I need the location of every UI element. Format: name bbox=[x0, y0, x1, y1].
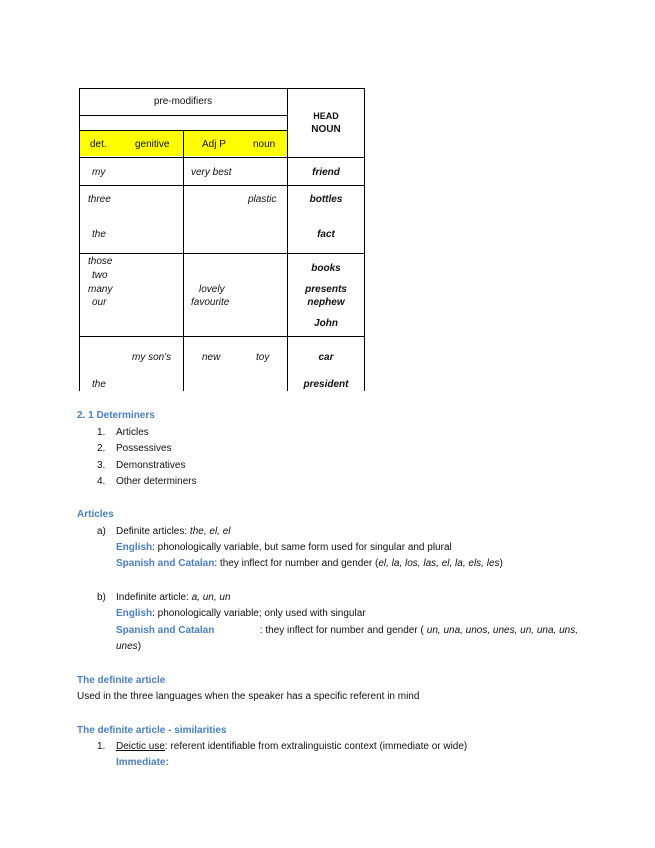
indefinite-article-text: Indefinite article: bbox=[116, 592, 192, 603]
table-left-border bbox=[79, 88, 80, 391]
indefinite-sc-line bbox=[116, 625, 578, 636]
r4-adj2: favourite bbox=[191, 297, 230, 308]
list-num-1: 1. bbox=[97, 427, 106, 438]
r6-head: president bbox=[303, 379, 349, 390]
adjp-left-border bbox=[183, 130, 184, 391]
table-top-border bbox=[79, 88, 365, 89]
r6-det: the bbox=[92, 379, 106, 390]
similarities-heading: The definite article - similarities bbox=[77, 725, 227, 736]
r4-head4: John bbox=[314, 318, 338, 329]
articles-heading: Articles bbox=[77, 509, 114, 520]
definite-sc-text: : they inflect for number and gender ( bbox=[214, 558, 379, 569]
r1-det: my bbox=[92, 167, 106, 178]
r5-adjp: new bbox=[202, 352, 221, 363]
definite-article-text: Used in the three languages when the speaker has a specific referent in mind bbox=[77, 691, 420, 702]
indefinite-sc-line-2 bbox=[116, 641, 141, 652]
noun-label: NOUN bbox=[311, 124, 341, 135]
r5-head: car bbox=[318, 352, 334, 363]
similarities-num-1: 1. bbox=[97, 741, 106, 752]
definite-sc-label: Spanish and Catalan bbox=[116, 558, 215, 569]
premodifier-table bbox=[79, 88, 365, 391]
r1-adjp: very best bbox=[191, 167, 232, 178]
list-item-demonstratives: Demonstratives bbox=[116, 460, 186, 471]
r4-head1: books bbox=[311, 263, 341, 274]
list-item-other: Other determiners bbox=[116, 476, 197, 487]
definite-english-line bbox=[116, 542, 452, 553]
indefinite-sc-label: Spanish and Catalan bbox=[116, 625, 215, 636]
deictic-use-line bbox=[116, 741, 467, 752]
definite-english-text: : phonologically variable, but same form used for singular and plural bbox=[152, 542, 452, 553]
col-adjp-label: Adj P bbox=[202, 139, 226, 150]
r4-head2: presents bbox=[305, 284, 347, 295]
deictic-use-label: Deictic use bbox=[116, 741, 165, 752]
r3-head: fact bbox=[317, 229, 335, 240]
indefinite-article-forms: a, un, un bbox=[191, 592, 231, 603]
premodifiers-label: pre-modifiers bbox=[153, 96, 213, 107]
definite-articles-line bbox=[116, 526, 231, 537]
indefinite-english-label: English bbox=[116, 608, 153, 619]
head-label: HEAD bbox=[313, 111, 339, 121]
definite-sc-forms: el, la, los, las, el, la, els, les bbox=[378, 558, 500, 569]
list-num-4: 4. bbox=[97, 476, 106, 487]
marker-a: a) bbox=[97, 526, 106, 537]
premod-divider bbox=[79, 115, 288, 116]
definite-sc-line bbox=[116, 558, 503, 569]
indefinite-sc-text: : they inflect for number and gender ( bbox=[259, 625, 424, 636]
list-item-articles: Articles bbox=[116, 427, 149, 438]
col-noun-label: noun bbox=[253, 139, 276, 150]
definite-articles-text: Definite articles: bbox=[116, 526, 190, 537]
list-num-2: 2. bbox=[97, 443, 106, 454]
definite-english-label: English bbox=[116, 542, 153, 553]
row3-bottom-border bbox=[79, 253, 365, 254]
row4-bottom-border bbox=[79, 336, 365, 337]
r2-head: bottles bbox=[309, 194, 343, 205]
list-item-possessives: Possessives bbox=[116, 443, 172, 454]
definite-article-heading: The definite article bbox=[77, 675, 166, 686]
marker-b: b) bbox=[97, 592, 106, 603]
r3-det: the bbox=[92, 229, 106, 240]
r4-adj1: lovely bbox=[199, 284, 225, 295]
r4-det2: two bbox=[92, 270, 108, 281]
r4-det3: many bbox=[88, 284, 113, 295]
col-det-label: det. bbox=[90, 139, 107, 150]
row1-bottom-border bbox=[79, 185, 365, 186]
indefinite-sc-forms-2: unes bbox=[116, 641, 138, 652]
indefinite-sc-forms-1: un, una, unos, unes, un, una, uns, bbox=[426, 625, 578, 636]
r5-genitive: my son's bbox=[132, 352, 172, 363]
indefinite-english-text: : phonologically variable; only used with singular bbox=[152, 608, 366, 619]
r5-noun: toy bbox=[256, 352, 270, 363]
list-num-3: 3. bbox=[97, 460, 106, 471]
determiners-heading: 2. 1 Determiners bbox=[77, 410, 155, 421]
r4-det1: those bbox=[88, 256, 113, 267]
col-genitive-label: genitive bbox=[135, 139, 170, 150]
immediate-label: Immediate: bbox=[116, 757, 169, 768]
definite-articles-forms: the, el, el bbox=[189, 526, 231, 537]
indefinite-article-line bbox=[116, 592, 231, 603]
r2-noun: plastic bbox=[248, 194, 277, 205]
r4-det4: our bbox=[92, 297, 107, 308]
r4-head3: nephew bbox=[307, 297, 345, 308]
header-bottom-border bbox=[79, 157, 365, 158]
indefinite-english-line bbox=[116, 608, 366, 619]
deictic-use-text: : referent identifiable from extralinguistic context (immediate or wide) bbox=[164, 741, 468, 752]
indefinite-sc-close: ) bbox=[137, 641, 142, 652]
r1-head: friend bbox=[312, 167, 340, 178]
definite-sc-close: ) bbox=[499, 558, 503, 569]
r2-det: three bbox=[88, 194, 111, 205]
